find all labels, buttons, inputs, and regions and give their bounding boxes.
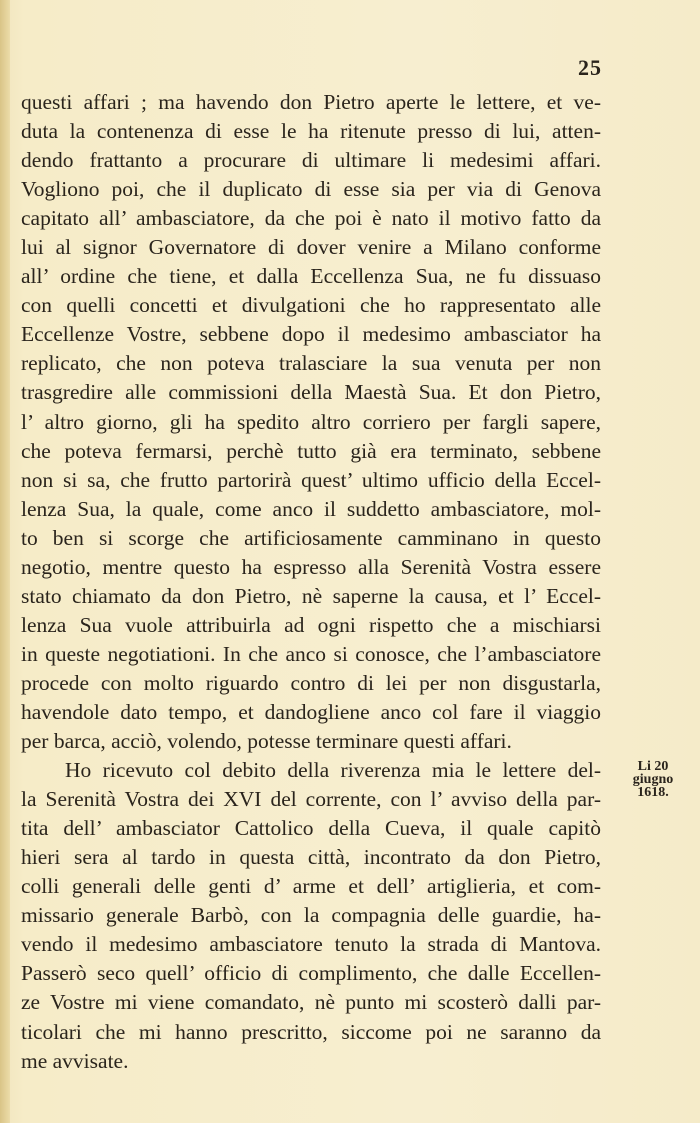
text-line: con quelli concetti et divulgationi che ho rappresentato alle <box>21 293 601 318</box>
text-line: missario generale Barbò, con la compagnia delle guardie, ha- <box>21 903 601 928</box>
text-line: per barca, acciò, volendo, potesse terminare questi affari. <box>21 729 512 754</box>
text-line: la Serenità Vostra dei XVI del corrente, con l’ avviso della par- <box>21 787 601 812</box>
text-line: in queste negotiationi. In che anco si conosce, che l’ambasciatore <box>21 641 601 666</box>
margin-note-line: Li 20 <box>637 759 669 774</box>
text-line: non si sa, che frutto partorirà quest’ ultimo ufficio della Eccel- <box>21 467 601 492</box>
text-line: havendole dato tempo, et dandogliene anco col fare il viaggio <box>21 699 601 724</box>
text-line: negotio, mentre questo ha espresso alla Serenità Vostra essere <box>21 554 601 579</box>
text-line: stato chiamato da don Pietro, nè saperne la causa, et l’ Eccel- <box>21 583 601 608</box>
text-line: Ho ricevuto col debito della riverenza mia le lettere del- <box>65 758 601 783</box>
text-line: lenza Sua vuole attribuirla ad ogni rispetto che a mischiarsi <box>21 612 601 637</box>
text-line: che poteva fermarsi, perchè tutto già era terminato, sebbene <box>21 438 601 463</box>
margin-date-note <box>621 760 685 799</box>
text-line: lui al signor Governatore di dover venire a Milano conforme <box>21 235 601 260</box>
text-line: tita dell’ ambasciator Cattolico della Cueva, il quale capitò <box>21 816 601 841</box>
text-line: lenza Sua, la quale, come anco il suddetto ambasciatore, mol- <box>21 496 601 521</box>
text-line: colli generali delle genti d’ arme et dell’ artiglieria, et com- <box>21 874 601 899</box>
text-line: trasgredire alle commissioni della Maestà Sua. Et don Pietro, <box>21 380 601 405</box>
page-gutter-shadow <box>0 0 10 1123</box>
text-line: ticolari che mi hanno prescritto, siccome poi ne saranno da <box>21 1019 601 1044</box>
text-line: l’ altro giorno, gli ha spedito altro corriero per fargli sapere, <box>21 409 601 434</box>
text-line: ze Vostre mi viene comandato, nè punto mi scosterò dalli par- <box>21 990 601 1015</box>
text-line: procede con molto riguardo contro di lei per non disgustarla, <box>21 670 601 695</box>
text-line: Passerò seco quell’ officio di complimento, che dalle Eccellen- <box>21 961 601 986</box>
margin-note-line: giugno <box>632 772 674 787</box>
text-line: replicato, che non poteva tralasciare la sua venuta per non <box>21 351 601 376</box>
text-line: hieri sera al tardo in questa città, incontrato da don Pietro, <box>21 845 601 870</box>
text-line: Eccellenze Vostre, sebbene dopo il medesimo ambasciator ha <box>21 322 601 347</box>
text-line: dendo frattanto a procurare di ultimare li medesimi affari. <box>21 148 601 173</box>
text-line: duta la contenenza di esse le ha ritenute presso di lui, atten- <box>21 119 601 144</box>
text-line: all’ ordine che tiene, et dalla Eccellenza Sua, ne fu dissuaso <box>21 264 601 289</box>
text-line: questi affari ; ma havendo don Pietro aperte le lettere, et ve- <box>21 90 601 114</box>
margin-note-line: 1618. <box>637 785 669 800</box>
text-line: Vogliono poi, che il duplicato di esse sia per via di Genova <box>21 177 601 202</box>
page-number: 25 <box>578 55 602 80</box>
text-line: me avvisate. <box>21 1048 129 1073</box>
text-line: vendo il medesimo ambasciatore tenuto la strada di Mantova. <box>21 932 601 957</box>
text-line: capitato all’ ambasciatore, da che poi è nato il motivo fatto da <box>21 206 601 231</box>
text-line: to ben si scorge che artificiosamente camminano in questo <box>21 525 601 550</box>
body-text <box>21 88 601 1076</box>
